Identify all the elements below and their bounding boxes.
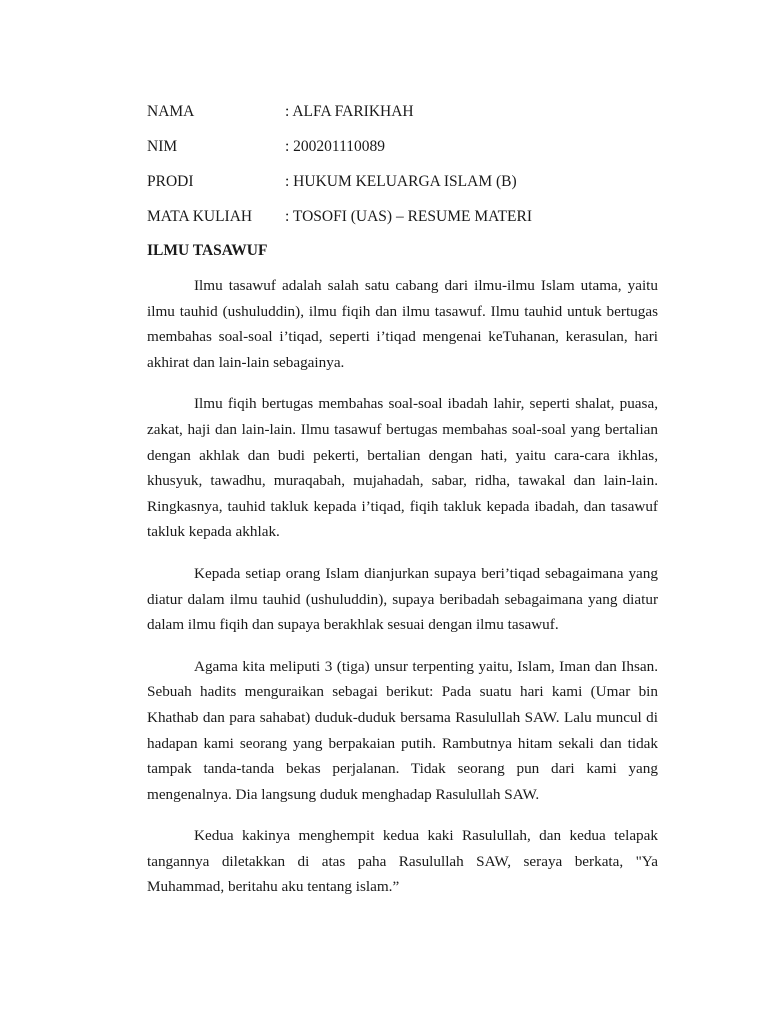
info-row-nim <box>147 135 667 170</box>
student-info-table <box>147 100 667 240</box>
paragraph: Kepada setiap orang Islam dianjurkan supaya beri’tiqad sebagaimana yang diatur dalam ilmu tauhid (ushuluddin), supaya beribadah sebagaimana yang diatur dalam ilmu fiqih dan supaya berakhlak sesuai dengan ilmu tasawuf. <box>147 564 658 634</box>
info-row-mata-kuliah <box>147 205 667 240</box>
section-title: ILMU TASAWUF <box>147 242 268 259</box>
info-label: PRODI <box>147 173 194 190</box>
info-row-nama <box>147 100 667 135</box>
info-label: NAMA <box>147 103 195 120</box>
info-value: : 200201110089 <box>285 138 386 155</box>
paragraph: Ilmu fiqih bertugas membahas soal-soal ibadah lahir, seperti shalat, puasa, zakat, haji dan lain-lain. Ilmu tasawuf bertugas membahas soal-soal yang bertalian dengan akhlak dan budi pekerti, bertalian dengan hati, yaitu cara-cara ikhlas, khusyuk, tawadhu, muraqabah, mujahadah, sabar, ridha, tawakal dan lain-lain. Ringkasnya, tauhid takluk kepada i’tiqad, fiqih takluk kepada ibadah, dan tasawuf takluk kepada akhlak. <box>147 395 658 541</box>
info-label: NIM <box>147 138 178 155</box>
body-text <box>147 273 658 916</box>
info-value: : ALFA FARIKHAH <box>285 103 414 120</box>
info-label: MATA KULIAH <box>147 208 253 225</box>
paragraph: Ilmu tasawuf adalah salah satu cabang dari ilmu-ilmu Islam utama, yaitu ilmu tauhid (ushuluddin), ilmu fiqih dan ilmu tasawuf. Ilmu tauhid untuk bertugas membahas soal-soal i’tiqad, seperti i’tiqad mengenai keTuhanan, kerasulan, hari akhirat dan lain-lain sebagainya. <box>147 277 658 371</box>
info-value: : TOSOFI (UAS) – RESUME MATERI <box>285 208 533 225</box>
info-row-prodi <box>147 170 667 205</box>
info-value: : HUKUM KELUARGA ISLAM (B) <box>285 173 517 190</box>
paragraph: Kedua kakinya menghempit kedua kaki Rasulullah, dan kedua telapak tangannya diletakkan di atas paha Rasulullah SAW, seraya berkata, "Ya Muhammad, beritahu aku tentang islam.” <box>147 827 658 896</box>
paragraph: Agama kita meliputi 3 (tiga) unsur terpenting yaitu, Islam, Iman dan Ihsan. Sebuah hadits menguraikan sebagai berikut: Pada suatu hari kami (Umar bin Khathab dan para sahabat) duduk-duduk bersama Rasulullah SAW. Lalu muncul di hadapan kami seorang yang berpakaian putih. Rambutnya hitam sekali dan tidak tampak tanda-tanda bekas perjalanan. Tidak seorang pun dari kami yang mengenalnya. Dia langsung duduk menghadap Rasulullah SAW. <box>147 657 658 803</box>
